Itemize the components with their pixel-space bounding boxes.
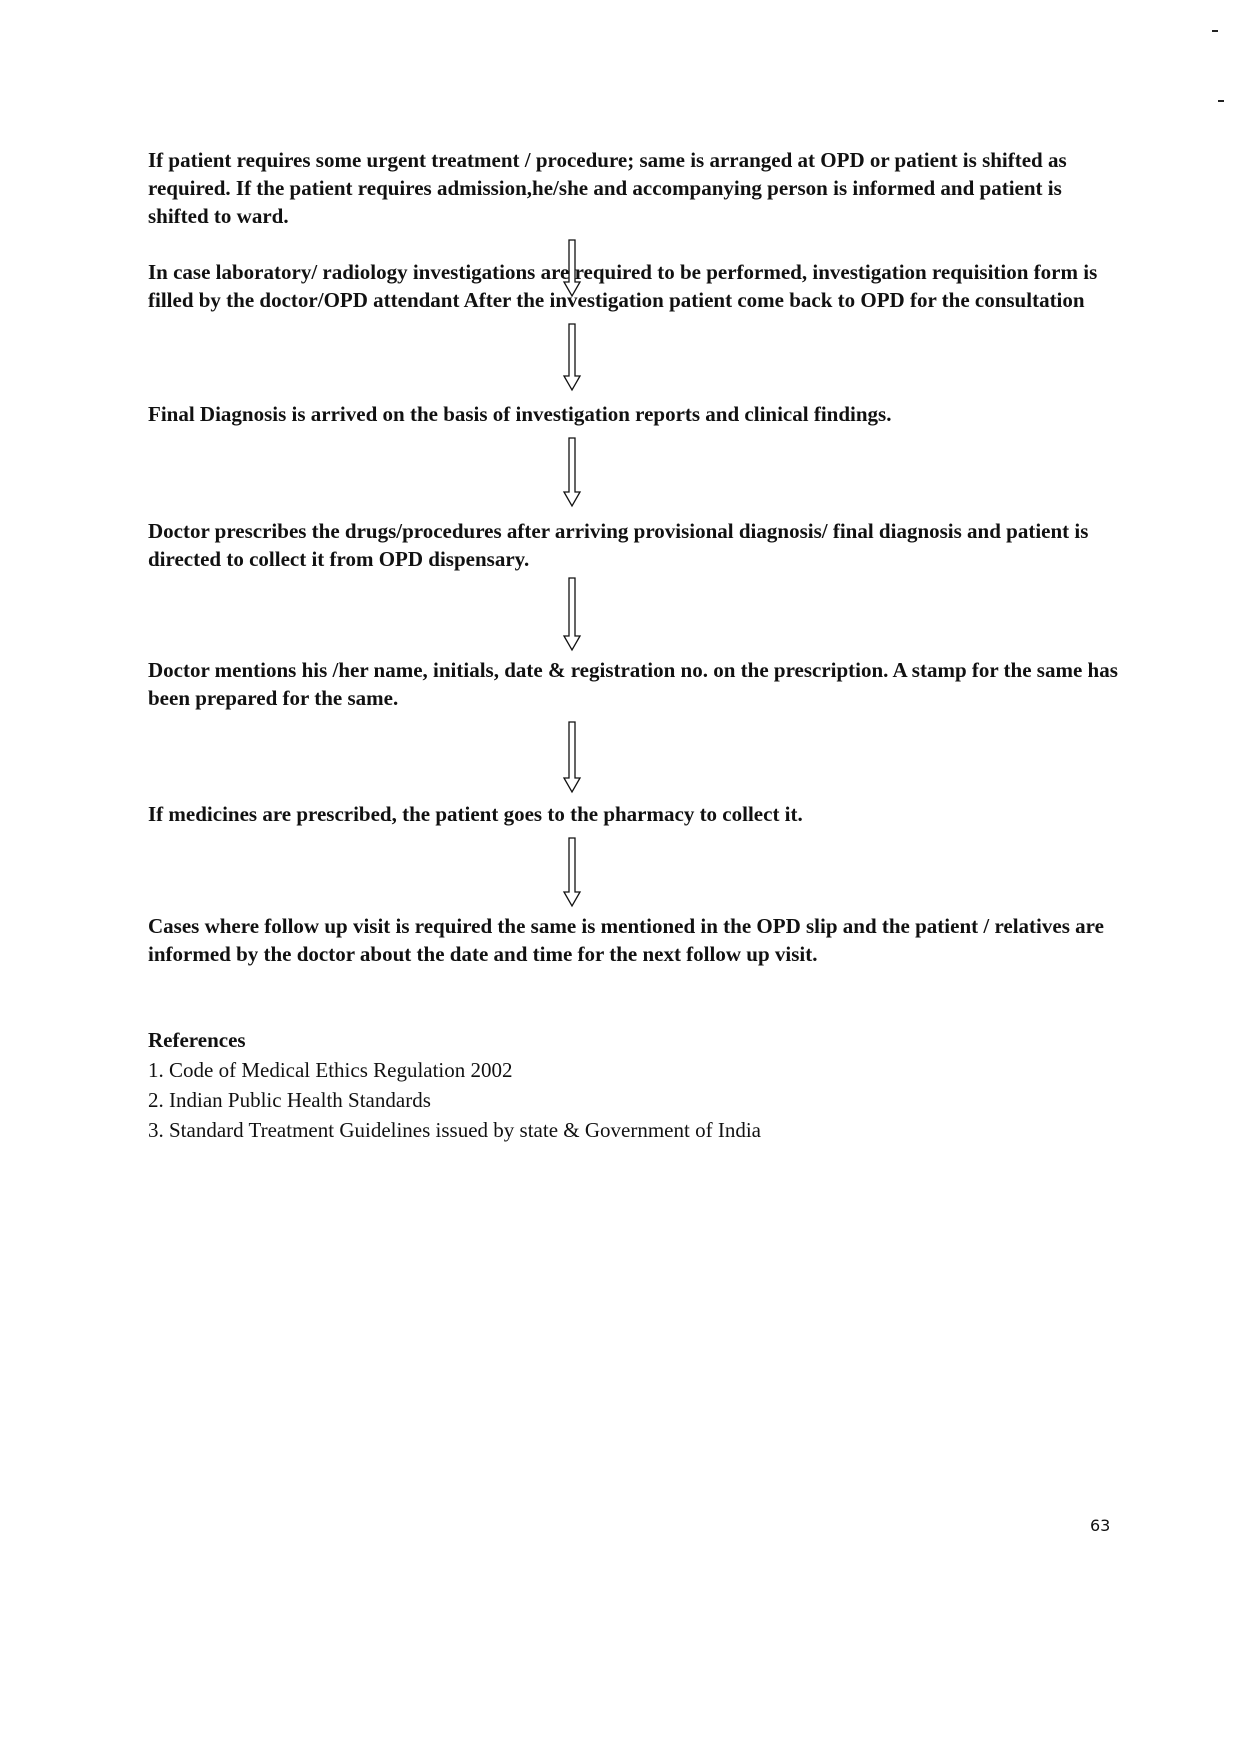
- flow-step-prescribes-drugs: Doctor prescribes the drugs/procedures after arriving provisional diagnosis/ final diagnosis and patient is directed to collect it from OPD dispensary.: [148, 519, 1089, 571]
- references-list: [148, 1055, 1048, 1145]
- down-arrow-icon: [562, 322, 582, 392]
- reference-item: 2. Indian Public Health Standards: [148, 1088, 431, 1112]
- down-arrow-icon: [562, 576, 582, 652]
- flow-step-doctor-mentions: Doctor mentions his /her name, initials, date & registration no. on the prescription. A stamp for the same has been prepared for the same.: [148, 658, 1118, 710]
- flow-step-follow-up: Cases where follow up visit is required the same is mentioned in the OPD slip and the patient / relatives are informed by the doctor about the date and time for the next follow up visit.: [148, 914, 1104, 966]
- page-number: 63: [1090, 1516, 1111, 1535]
- references-section: [148, 1025, 1048, 1145]
- flow-step-final-diagnosis: Final Diagnosis is arrived on the basis of investigation reports and clinical findings.: [148, 402, 892, 426]
- references-heading: References: [148, 1028, 246, 1052]
- down-arrow-icon: [562, 436, 582, 508]
- down-arrow-icon: [562, 720, 582, 794]
- reference-item: 3. Standard Treatment Guidelines issued by state & Government of India: [148, 1118, 761, 1142]
- scan-mark: [1218, 100, 1224, 102]
- flow-step-pharmacy: If medicines are prescribed, the patient goes to the pharmacy to collect it.: [148, 802, 803, 826]
- flow-step-urgent-treatment: If patient requires some urgent treatment / procedure; same is arranged at OPD or patient is shifted as required. If the patient requires admission,he/she and accompanying person is informed and patient is shifted to ward.: [148, 148, 1067, 228]
- reference-item: 1. Code of Medical Ethics Regulation 2002: [148, 1058, 513, 1082]
- scan-mark: [1212, 30, 1218, 32]
- flow-step-investigations: In case laboratory/ radiology investigations are required to be performed, investigation requisition form is filled by the doctor/OPD attendant After the investigation patient come back to OPD for the consultation: [148, 260, 1098, 312]
- down-arrow-icon: [562, 836, 582, 908]
